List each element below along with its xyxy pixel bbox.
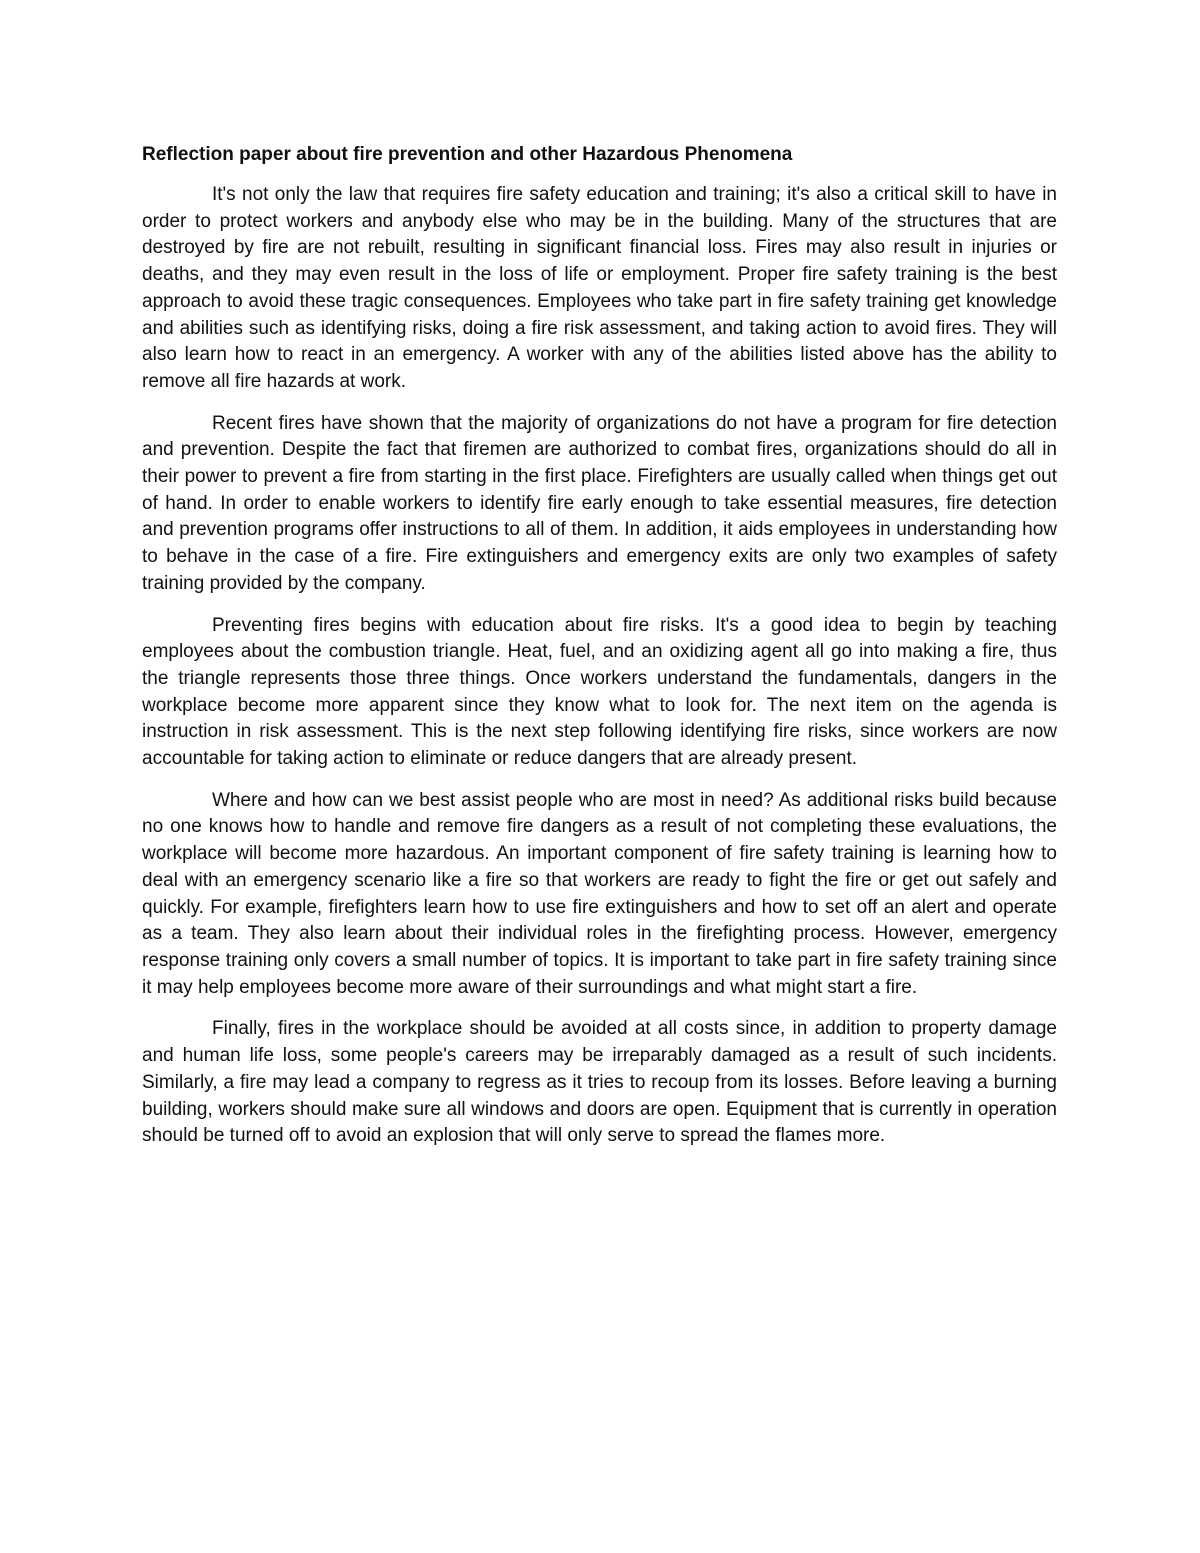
paragraph-3: Preventing fires begins with education about fire risks. It's a good idea to begin by teaching employees about the combustion triangle. Heat, fuel, and an oxidizing agent all go into making a fire, thus the triangle represents those three things. Once workers understand the fundamentals, dangers in the workplace become more apparent since they know what to look for. The next item on the agenda is instruction in risk assessment. This is the next step following identifying fire risks, since workers are now accountable for taking action to eliminate or reduce dangers that are already present. xyxy=(142,614,1057,770)
paragraph-1: It's not only the law that requires fire safety education and training; it's also a critical skill to have in order to protect workers and anybody else who may be in the building. Many of the structures that are destroyed by fire are not rebuilt, resulting in significant financial loss. Fires may also result in injuries or deaths, and they may even result in the loss of life or employment. Proper fire safety training is the best approach to avoid these tragic consequences. Employees who take part in fire safety training get knowledge and abilities such as identifying risks, doing a fire risk assessment, and taking action to avoid fires. They will also learn how to react in an emergency. A worker with any of the abilities listed above has the ability to remove all fire hazards at work. xyxy=(142,184,1057,392)
document-title: Reflection paper about fire prevention and other Hazardous Phenomena xyxy=(142,144,793,165)
document-body xyxy=(142,142,1057,1165)
paragraph-5: Finally, fires in the workplace should be avoided at all costs since, in addition to property damage and human life loss, some people's careers may be irreparably damaged as a result of such incidents. Similarly, a fire may lead a company to regress as it tries to recoup from its losses. Before leaving a burning building, workers should make sure all windows and doors are open. Equipment that is currently in operation should be turned off to avoid an explosion that will only serve to spread the flames more. xyxy=(142,1018,1057,1147)
paragraph-2: Recent fires have shown that the majority of organizations do not have a program for fire detection and prevention. Despite the fact that firemen are authorized to combat fires, organizations should do all in their power to prevent a fire from starting in the first place. Firefighters are usually called when things get out of hand. In order to enable workers to identify fire early enough to take essential measures, fire detection and prevention programs offer instructions to all of them. In addition, it aids employees in understanding how to behave in the case of a fire. Fire extinguishers and emergency exits are only two examples of safety training provided by the company. xyxy=(142,412,1057,594)
paragraph-4: Where and how can we best assist people who are most in need? As additional risks build because no one knows how to handle and remove fire dangers as a result of not completing these evaluations, the workplace will become more hazardous. An important component of fire safety training is learning how to deal with an emergency scenario like a fire so that workers are ready to fight the fire or get out safely and quickly. For example, firefighters learn how to use fire extinguishers and how to set off an alert and operate as a team. They also learn about their individual roles in the firefighting process. However, emergency response training only covers a small number of topics. It is important to take part in fire safety training since it may help employees become more aware of their surroundings and what might start a fire. xyxy=(142,789,1057,998)
